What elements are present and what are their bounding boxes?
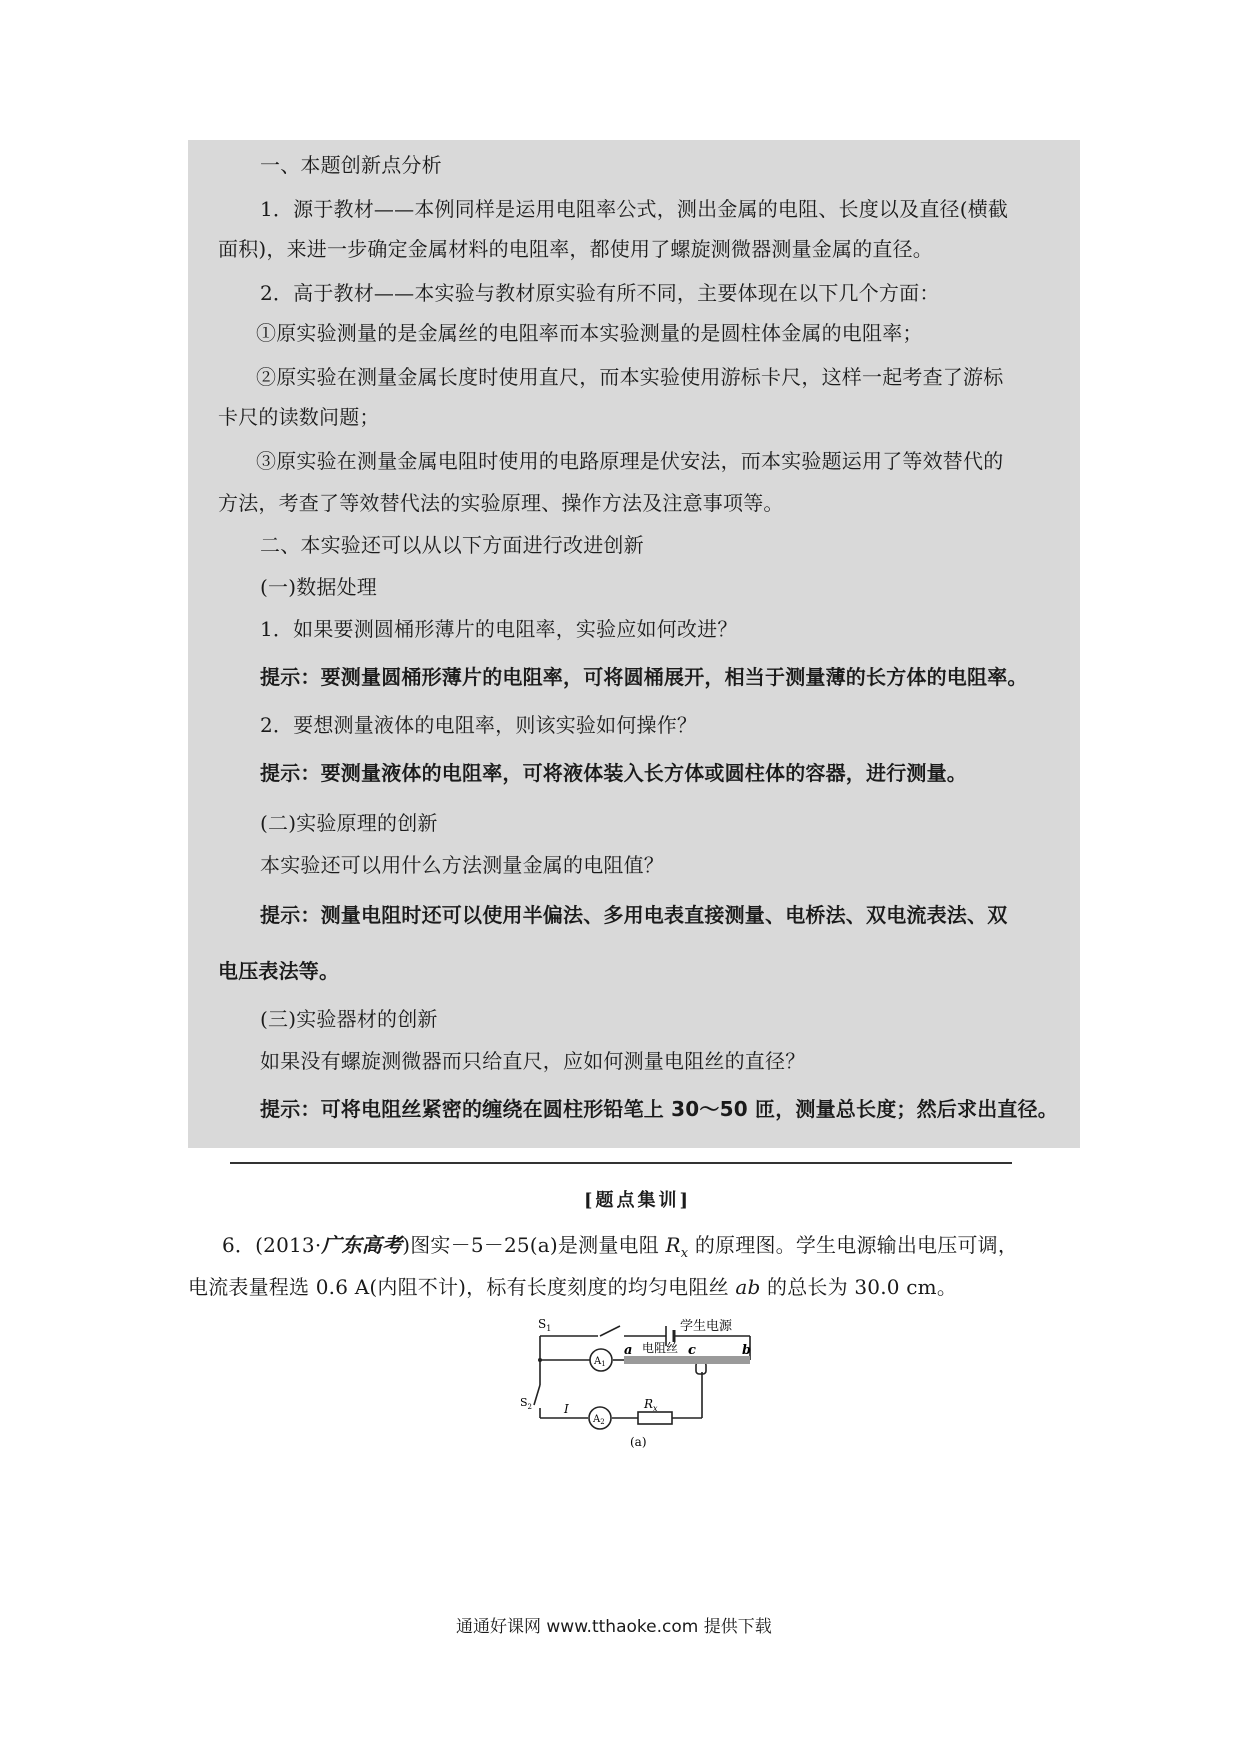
current-i-label: I: [564, 1402, 569, 1416]
problem-number: 6．(: [222, 1233, 264, 1257]
ab-symbol: ab: [735, 1275, 761, 1299]
ammeter-a1-label: $A_1$: [594, 1356, 606, 1368]
page-footer: 通通好课网 www.tthaoke.com 提供下载: [456, 1617, 772, 1637]
problem-text-1: )图实－5－25(a)是测量电阻: [402, 1233, 666, 1257]
heading-innovation-points: 一、本题创新点分析: [260, 153, 442, 177]
point-b-label: b: [742, 1343, 752, 1358]
para-1-line-1: 1．源于教材——本例同样是运用电阻率公式，测出金属的电阻、长度以及直径(横截: [260, 197, 1009, 221]
problem-year: 2013·: [263, 1233, 322, 1257]
problem-source: 广东高考: [321, 1233, 403, 1257]
problem-text-2: 的原理图。学生电源输出电压可调，: [688, 1233, 1019, 1257]
point-a-label: a: [624, 1343, 633, 1358]
rx-subscript: x: [680, 1246, 689, 1261]
hint-1: 提示：要测量圆桶形薄片的电阻率，可将圆桶展开，相当于测量薄的长方体的电阻率。: [260, 665, 1028, 689]
circuit-diagram: [520, 1310, 780, 1450]
diagram-caption: (a): [630, 1435, 647, 1449]
para-2: 2．高于教材——本实验与教材原实验有所不同，主要体现在以下几个方面：: [260, 281, 940, 305]
power-supply-label: 学生电源: [680, 1319, 733, 1334]
problem-6-line-2: [188, 1274, 957, 1300]
problem-text-4: 的总长为 30.0 cm。: [760, 1275, 958, 1299]
section-divider: [230, 1162, 1012, 1164]
para-1-line-2: 面积)，来进一步确定金属材料的电阻率，都使用了螺旋测微器测量金属的直径。: [218, 237, 934, 261]
hint-4: 提示：可将电阻丝紧密的缠绕在圆柱形铅笔上 30～50 匝，测量总长度；然后求出直径。: [260, 1097, 1058, 1121]
problem-text-3: 电流表量程选 0.6 A(内阻不计)，标有长度刻度的均匀电阻丝: [188, 1275, 736, 1299]
point-2-line-1: ②原实验在测量金属长度时使用直尺，而本实验使用游标卡尺，这样一起考查了游标: [256, 365, 1004, 389]
point-3-line-1: ③原实验在测量金属电阻时使用的电路原理是伏安法，而本实验题运用了等效替代的: [256, 449, 1004, 473]
hint-2: 提示：要测量液体的电阻率，可将液体装入长方体或圆柱体的容器，进行测量。: [260, 761, 967, 785]
s2-label: $S_2$: [520, 1396, 533, 1411]
subheading-equipment: (三)实验器材的创新: [260, 1007, 438, 1031]
wire-label: 电阻丝: [642, 1341, 679, 1355]
s1-label: $S_1$: [538, 1317, 552, 1333]
point-c-label: c: [688, 1343, 696, 1358]
point-3-line-2: 方法，考查了等效替代法的实验原理、操作方法及注意事项等。: [218, 491, 784, 515]
question-3: 本实验还可以用什么方法测量金属的电阻值？: [260, 853, 664, 877]
heading-improvements: 二、本实验还可以从以下方面进行改进创新: [260, 533, 644, 557]
hint-3-line-1: 提示：测量电阻时还可以使用半偏法、多用电表直接测量、电桥法、双电流表法、双: [260, 903, 1008, 927]
subheading-data-processing: (一)数据处理: [260, 575, 378, 599]
ammeter-a2-label: $A_2$: [593, 1414, 605, 1426]
point-1: ①原实验测量的是金属丝的电阻率而本实验测量的是圆柱体金属的电阻率；: [256, 321, 923, 345]
question-1: 1．如果要测圆桶形薄片的电阻率，实验应如何改进？: [260, 617, 738, 641]
subheading-principle: (二)实验原理的创新: [260, 811, 438, 835]
rx-symbol: R: [665, 1233, 681, 1257]
hint-3-line-2: 电压表法等。: [218, 959, 340, 983]
section-tag: [题点集训]: [584, 1190, 692, 1211]
point-2-line-2: 卡尺的读数问题；: [218, 405, 380, 429]
rx-label: $R_x$: [644, 1397, 658, 1413]
question-2: 2．要想测量液体的电阻率，则该实验如何操作？: [260, 713, 698, 737]
question-4: 如果没有螺旋测微器而只给直尺，应如何测量电阻丝的直径？: [260, 1049, 806, 1073]
resistance-wire: [624, 1356, 750, 1364]
problem-6-line-1: [222, 1232, 1018, 1267]
